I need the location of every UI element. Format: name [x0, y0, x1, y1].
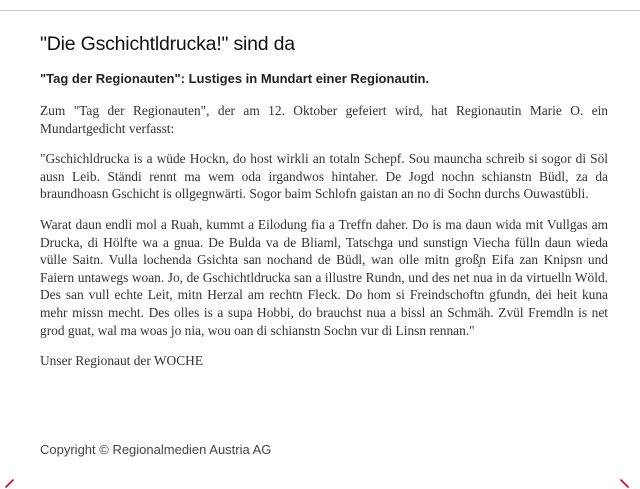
article: [40, 30, 608, 370]
poem-paragraph-1: "Gschichldrucka is a wüde Hockn, do host wirkli an totaln Schepf. Sou mauncha schreib si sogor di Söl ausn Leib. Ständi rennt ma wem oda irgandwos hintaher. De Jogd nochn schianstn Büdl, za da braundhoasn Gschicht is ollgegnwärti. Sogor baim Schlofn gaistan an no di Sochn durchs Ouwastübli.: [40, 151, 608, 202]
article-body: [40, 102, 608, 370]
signature-line: Unser Regionaut der WOCHE: [40, 353, 204, 369]
article-title: "Die Gschichtldrucka!" sind da: [40, 33, 295, 55]
copyright-notice: Copyright © Regionalmedien Austria AG: [40, 442, 272, 457]
intro-paragraph: Zum "Tag der Regionauten", der am 12. Oktober gefeiert wird, hat Regionautin Marie O. ein Mundartgedicht verfasst:: [40, 103, 608, 136]
top-divider: [0, 10, 640, 11]
corner-bracket-left-icon: [4, 478, 14, 488]
corner-bracket-right-icon: [620, 478, 630, 488]
poem-paragraph-2: Warat daun endli mol a Ruah, kummt a Eilodung fia a Treffn daher. Do is ma daun wida mit Vullgas am Drucka, di Hölfte wa a gnua. De Bulda va de Bliaml, Tatschga und sunstign Viecha fülln daun wieda vülle Saitn. Vulla lochenda Gsichta san nochand de Büdl, wan olle mitn groß̧n Eifa zan Knipsn und Faiern untawegs woan. Jo, de Gschichtldrucka san a illustre Rundn, und des net nua in da virtuelln Wöld. Des san vull echte Leit, mitn Herzal am rechtn Fleck. Do hom si Freindschoftn gfundn, dei heit kuna mehr missn mecht. Des olles is a supa Hobbi, do brauchst nua a bissl an Schmäh. Zvül Fremdln is net grod guat, wal ma woas jo nia, wou oan di schianstn Sochn vur di Linsn rennan.": [40, 216, 608, 338]
article-subtitle: "Tag der Regionauten": Lustiges in Mundart einer Regionautin.: [40, 71, 430, 86]
